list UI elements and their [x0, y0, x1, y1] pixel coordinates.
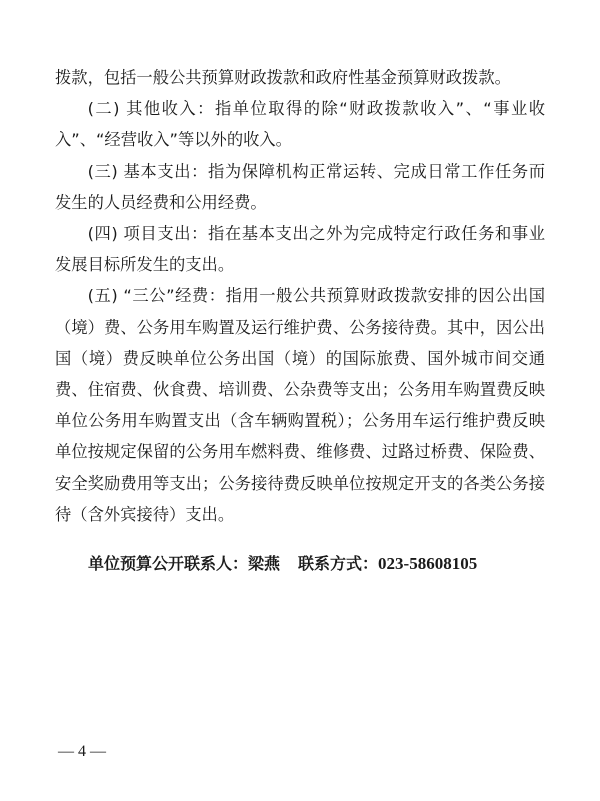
contact-phone-label: 联系方式：	[298, 554, 379, 573]
contact-person: 单位预算公开联系人：梁燕	[88, 554, 281, 573]
contact-phone: 023-58608105	[378, 554, 478, 573]
paragraph-other-income: (二) 其他收入：指单位取得的除“财政拨款收入”、“事业收入”、“经营收入”等以外的收入。	[55, 99, 545, 150]
page-number: — 4 —	[58, 743, 106, 760]
paragraph-project-expenditure: (四) 项目支出：指在基本支出之外为完成特定行政任务和事业发展目标所发生的支出。	[55, 224, 545, 275]
contact-line	[88, 548, 477, 579]
body-text	[55, 62, 545, 530]
paragraph-funding-continued: 拨款，包括一般公共预算财政拨款和政府性基金预算财政拨款。	[55, 68, 511, 87]
paragraph-basic-expenditure: (三) 基本支出：指为保障机构正常运转、完成日常工作任务而发生的人员经费和公用经费。	[55, 161, 545, 212]
paragraph-three-public-expenses: (五) “三公”经费：指用一般公共预算财政拨款安排的因公出国（境）费、公务用车购置及运行维护费、公务接待费。其中，因公出国（境）费反映单位公务出国（境）的国际旅费、国外城市间交通费、住宿费、伙食费、培训费、公杂费等支出；公务用车购置费反映单位公务用车购置支出（含车辆购置税）；公务用车运行维护费反映单位按规定保留的公务用车燃料费、维修费、过路过桥费、保险费、安全奖励费用等支出；公务接待费反映单位按规定开支的各类公务接待（含外宾接待）支出。	[55, 286, 545, 524]
